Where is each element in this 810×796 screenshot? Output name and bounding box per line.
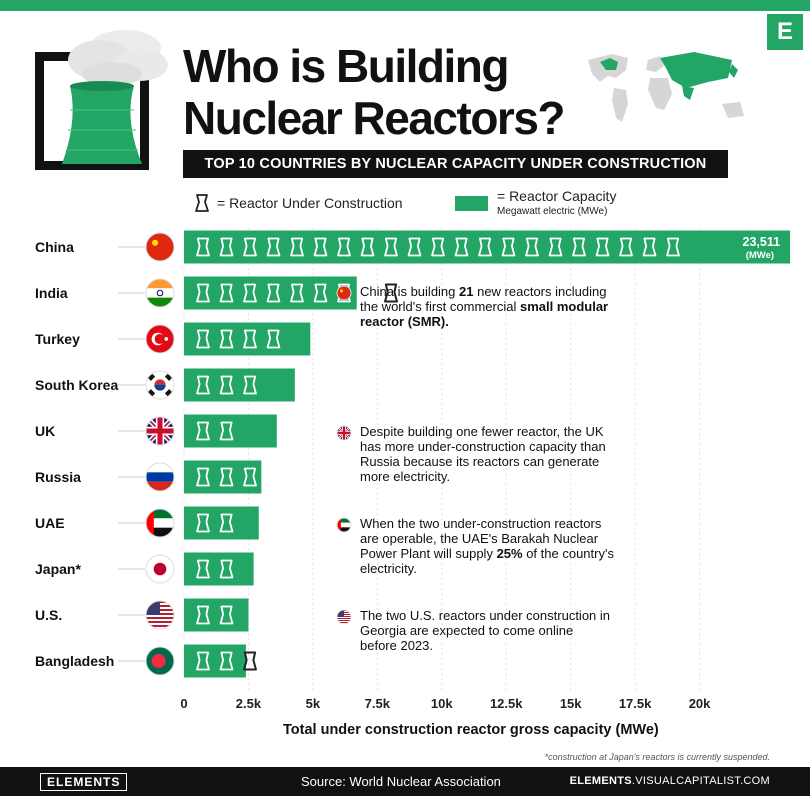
category-label: China (35, 239, 74, 255)
note-china (360, 284, 615, 329)
x-tick-label: 20k (688, 696, 711, 711)
value-label: 23,511 (742, 235, 781, 249)
x-tick-label: 2.5k (235, 696, 262, 711)
note-text-bold: 25% (496, 546, 523, 561)
page-title (183, 40, 564, 144)
x-tick-label: 15k (559, 696, 582, 711)
x-tick-label: 0 (180, 696, 188, 711)
flag-india-icon (146, 279, 174, 307)
legend-capacity-swatch (455, 196, 488, 211)
category-label: U.S. (35, 607, 63, 623)
note-text-pre: Despite building one fewer reactor, the UK has more under-construction capacity than Russia because its reactors can generate more electricity. (360, 424, 606, 484)
flag-uae-icon-note (337, 518, 351, 532)
footnote: *construction at Japan's reactors is currently suspended. (544, 752, 770, 762)
category-label: India (35, 285, 68, 301)
flag-uae-icon (146, 509, 174, 537)
title-line-2: Nuclear Reactors? (183, 92, 564, 144)
flag-south-korea-icon (146, 371, 174, 399)
footer-site-domain: .VISUALCAPITALIST.COM (631, 775, 770, 787)
flag-us-icon (146, 601, 174, 629)
flag-us-icon-note (337, 610, 351, 624)
legend-capacity (497, 189, 616, 219)
note-flag-china-icon (336, 285, 352, 301)
footer-brand: ELEMENTS (40, 773, 127, 791)
cooling-tower-illustration (0, 0, 200, 180)
category-label: Russia (35, 469, 81, 485)
note-flag-uk-icon (336, 425, 352, 441)
category-label: UK (35, 423, 56, 439)
flag-russia-icon (146, 463, 174, 491)
category-label: Turkey (35, 331, 80, 347)
reactor-legend-icon (192, 193, 212, 213)
legend-capacity-unit: Megawatt electric (MWe) (497, 206, 608, 217)
chart-subtitle: TOP 10 COUNTRIES BY NUCLEAR CAPACITY UNDER CONSTRUCTION (183, 150, 728, 178)
category-label: Bangladesh (35, 653, 115, 669)
x-tick-label: 7.5k (364, 696, 390, 711)
category-label: Japan* (35, 561, 81, 577)
bar (184, 231, 790, 264)
flag-bangladesh-icon (146, 647, 174, 675)
world-map-icon (582, 48, 752, 128)
note-flag-us-icon (336, 609, 352, 625)
value-unit-label: (MWe) (745, 250, 775, 261)
flag-turkey-icon (146, 325, 174, 353)
legend-reactor-label: = Reactor Under Construction (217, 195, 403, 211)
bar (184, 369, 295, 402)
footer-site-brand: ELEMENTS (569, 775, 632, 787)
note-text-bold: 21 (459, 284, 474, 299)
flag-china-icon (146, 233, 174, 261)
note-text-post: new reactors including the world's first commercial (360, 284, 607, 314)
category-label: UAE (35, 515, 65, 531)
bar (184, 645, 246, 678)
note-text-bold2: small modular reactor (SMR). (360, 299, 609, 329)
note-uae (360, 516, 615, 576)
flag-china-icon-note (337, 286, 351, 300)
elements-logo: E (767, 14, 803, 50)
bar (184, 507, 259, 540)
footer-bar (0, 767, 810, 796)
title-line-1: Who is Building (183, 40, 508, 92)
legend-capacity-label: = Reactor Capacity (497, 188, 617, 204)
x-tick-label: 17.5k (618, 696, 652, 711)
note-text-post: of the country's electricity. (360, 546, 614, 576)
x-tick-label: 12.5k (489, 696, 523, 711)
flag-uk-icon-note (337, 426, 351, 440)
category-label: South Korea (35, 377, 119, 393)
x-axis-title: Total under construction reactor gross capacity (MWe) (283, 722, 659, 738)
note-flag-uae-icon (336, 517, 352, 533)
footer-source: Source: World Nuclear Association (301, 774, 501, 789)
x-tick-label: 5k (305, 696, 321, 711)
note-text-pre: The two U.S. reactors under construction in Georgia are expected to come online before 2023. (360, 608, 611, 653)
x-tick-label: 10k (430, 696, 453, 711)
note-uk (360, 424, 610, 484)
note-text-pre: China is building (360, 284, 460, 299)
note-us (360, 608, 610, 653)
bar (184, 553, 254, 586)
flag-japan-icon (146, 555, 174, 583)
bar (184, 599, 248, 632)
note-text-pre: When the two under-construction reactors are operable, the UAE's Barakah Nuclear Power Plant will supply (360, 516, 602, 561)
flag-uk-icon (146, 417, 174, 445)
footer-site (570, 775, 770, 787)
